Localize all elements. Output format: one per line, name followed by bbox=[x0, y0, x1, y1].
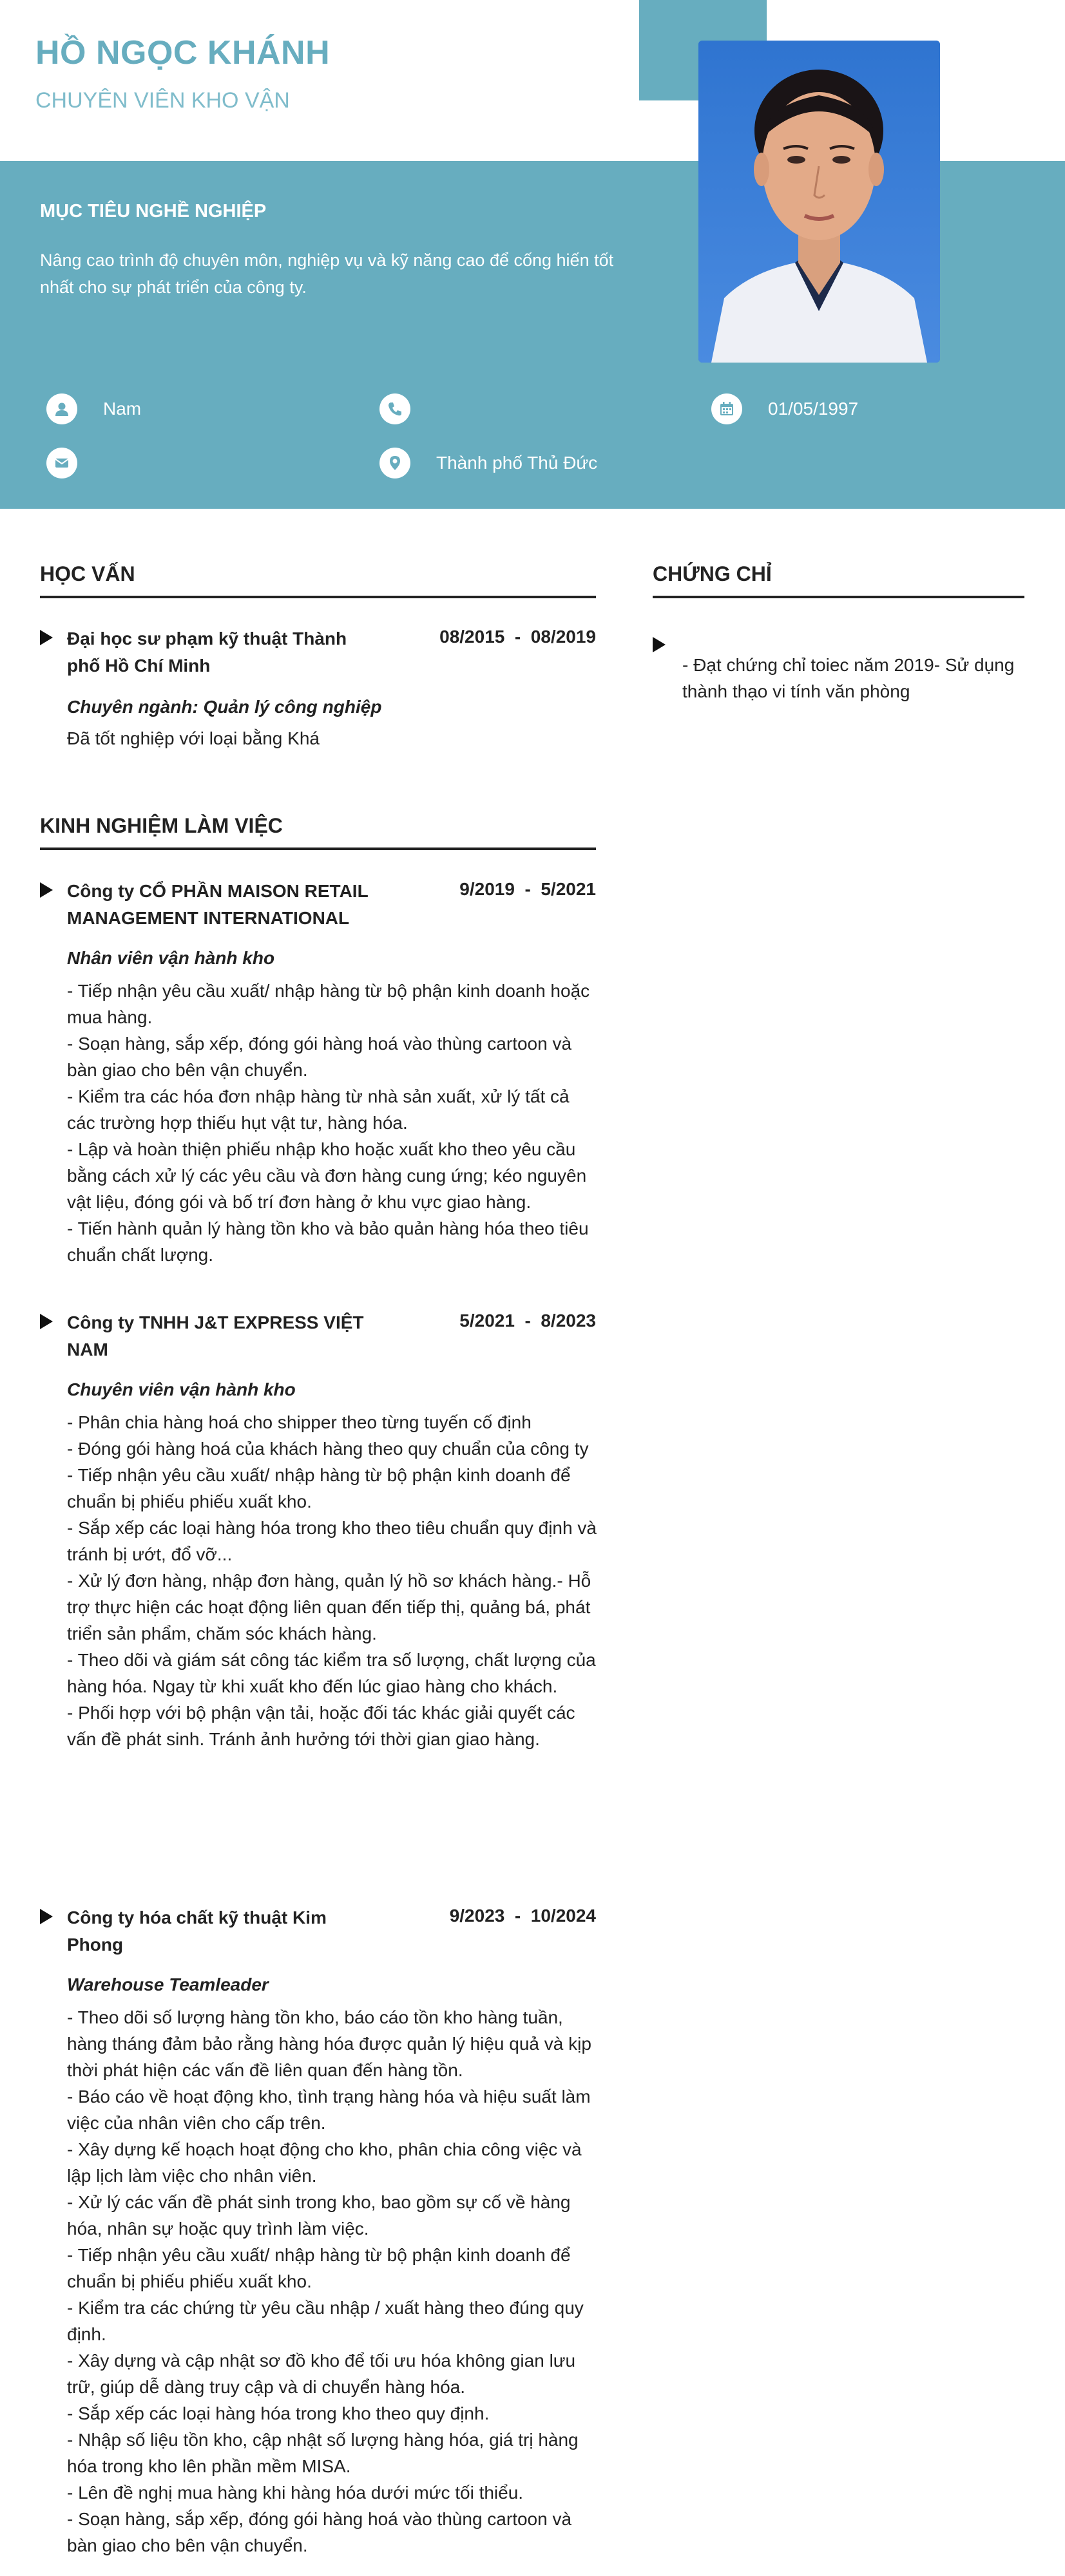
job-role: Chuyên viên vận hành kho bbox=[67, 1379, 296, 1399]
address-value: Thành phố Thủ Đức bbox=[436, 453, 598, 473]
info-gender bbox=[46, 393, 141, 424]
education-desc: Đã tốt nghiệp với loại bằng Khá bbox=[67, 728, 320, 748]
job-company: Công ty CỔ PHẦN MAISON RETAIL MANAGEMENT INTERNATIONAL bbox=[67, 881, 369, 928]
objective-text: Nâng cao trình độ chuyên môn, nghiệp vụ và kỹ năng cao để cống hiến tốt nhất cho sự phát triển của công ty. bbox=[40, 251, 614, 297]
job-company: Công ty hóa chất kỹ thuật Kim Phong bbox=[67, 1908, 327, 1955]
job-date: 5/2021 - 8/2023 bbox=[459, 1311, 596, 1331]
objective-title: MỤC TIÊU NGHỀ NGHIỆP bbox=[40, 201, 267, 222]
job-company: Công ty TNHH J&T EXPRESS VIỆT NAM bbox=[67, 1312, 364, 1359]
education-divider bbox=[40, 596, 596, 598]
job-bullet-arrow bbox=[40, 882, 53, 898]
certificates-divider bbox=[653, 596, 1024, 598]
info-phone bbox=[379, 393, 436, 424]
gender-value: Nam bbox=[103, 399, 142, 419]
phone-icon bbox=[379, 393, 410, 424]
info-email bbox=[46, 448, 103, 478]
job-date: 9/2023 - 10/2024 bbox=[449, 1906, 596, 1926]
job-bullet-arrow bbox=[40, 1909, 53, 1924]
certificates-title: CHỨNG CHỈ bbox=[653, 562, 772, 585]
birthday-value: 01/05/1997 bbox=[768, 399, 859, 419]
info-birthday bbox=[711, 393, 858, 424]
candidate-name: HỒ NGỌC KHÁNH bbox=[35, 34, 331, 71]
job-desc: - Tiếp nhận yêu cầu xuất/ nhập hàng từ bộ phận kinh doanh hoặc mua hàng. - Soạn hàng, sắp xếp, đóng gói hàng hoá vào thùng cartoon và bàn giao cho bên vận chuyển. - Kiểm tra các hóa đơn nhập hàng từ nhà sản xuất, xử lý tất cả các trường hợp thiếu hụt vật tư, hàng hóa. - Lập và hoàn thiện phiếu nhập kho hoặc xuất kho theo yêu cầu bằng cách xử lý các yêu cầu và đơn hàng cung ứng; kéo nguyên vật liệu, đóng gói và bố trí đơn hàng ở khu vực giao hàng. - Tiến hành quản lý hàng tồn kho và bảo quản hàng hóa theo tiêu chuẩn chất lượng. bbox=[67, 981, 590, 1265]
job-desc: - Phân chia hàng hoá cho shipper theo từng tuyến cố định - Đóng gói hàng hoá của khách hàng theo quy chuẩn của công ty - Tiếp nhận yêu cầu xuất/ nhập hàng từ bộ phận kinh doanh để chuẩn bị phiếu phiếu xuất kho. - Sắp xếp các loại hàng hóa trong kho theo tiêu chuẩn quy định và tránh bị ướt, đổ vỡ... - Xử lý đơn hàng, nhập đơn hàng, quản lý hồ sơ khách hàng.- Hỗ trợ thực hiện các hoạt động liên quan đến tiếp thị, quảng bá, phát triển sản phẩm, chăm sóc khách hàng. - Theo dõi và giám sát công tác kiểm tra số lượng, chất lượng của hàng hóa. Ngay từ khi xuất kho đến lúc giao hàng cho khách. - Phối hợp với bộ phận vận tải, hoặc đối tác khác giải quyết các vấn đề phát sinh. Tránh ảnh hưởng tới thời gian giao hàng. bbox=[67, 1412, 597, 1749]
user-icon bbox=[46, 393, 77, 424]
education-org: Đại học sư phạm kỹ thuật Thành phố Hồ Chí Minh bbox=[67, 629, 347, 676]
portrait-image bbox=[698, 41, 940, 363]
experience-divider bbox=[40, 848, 596, 850]
education-date: 08/2015 - 08/2019 bbox=[439, 627, 596, 647]
job-date: 9/2019 - 5/2021 bbox=[459, 879, 596, 899]
map-pin-icon bbox=[379, 448, 410, 478]
candidate-title: CHUYÊN VIÊN KHO VẬN bbox=[35, 88, 290, 113]
job-desc: - Theo dõi số lượng hàng tồn kho, báo cáo tồn kho hàng tuần, hàng tháng đảm bảo rằng hàng hóa được quản lý hiệu quả và kịp thời phát hiện các vấn đề liên quan đến hàng tồn. - Báo cáo về hoạt động kho, tình trạng hàng hóa và hiệu suất làm việc của nhân viên cho cấp trên. - Xây dựng kế hoạch hoạt động cho kho, phân chia công việc và lập lịch làm việc cho nhân viên. - Xử lý các vấn đề phát sinh trong kho, bao gồm sự cố về hàng hóa, nhân sự hoặc quy trình làm việc. - Tiếp nhận yêu cầu xuất/ nhập hàng từ bộ phận kinh doanh để chuẩn bị phiếu phiếu xuất kho. - Kiểm tra các chứng từ yêu cầu nhập / xuất hàng theo đúng quy định. - Xây dựng và cập nhật sơ đồ kho để tối ưu hóa không gian lưu trữ, giúp dễ dàng truy cập và di chuyển hàng hóa. - Sắp xếp các loại hàng hóa trong kho theo quy định. - Nhập số liệu tồn kho, cập nhật số lượng hàng hóa, giá trị hàng hóa trong kho lên phần mềm MISA. - Lên đề nghị mua hàng khi hàng hóa dưới mức tối thiểu. - Soạn hàng, sắp xếp, đóng gói hàng hoá vào thùng cartoon và bàn giao cho bên vận chuyển. bbox=[67, 2007, 591, 2555]
job-role: Warehouse Teamleader bbox=[67, 1975, 269, 1994]
job-role: Nhân viên vận hành kho bbox=[67, 948, 275, 968]
experience-title: KINH NGHIỆM LÀM VIỆC bbox=[40, 814, 283, 837]
job-bullet-arrow bbox=[40, 1314, 53, 1329]
envelope-icon bbox=[46, 448, 77, 478]
profile-photo bbox=[698, 41, 940, 363]
education-major: Chuyên ngành: Quản lý công nghiệp bbox=[67, 697, 382, 717]
education-bullet-arrow bbox=[40, 630, 53, 645]
education-title: HỌC VẤN bbox=[40, 562, 135, 585]
info-address bbox=[379, 448, 597, 478]
calendar-icon bbox=[711, 393, 742, 424]
certificate-text: - Đạt chứng chỉ toiec năm 2019- Sử dụng thành thạo vi tính văn phòng bbox=[682, 655, 1015, 701]
certificate-bullet-arrow bbox=[653, 637, 666, 652]
